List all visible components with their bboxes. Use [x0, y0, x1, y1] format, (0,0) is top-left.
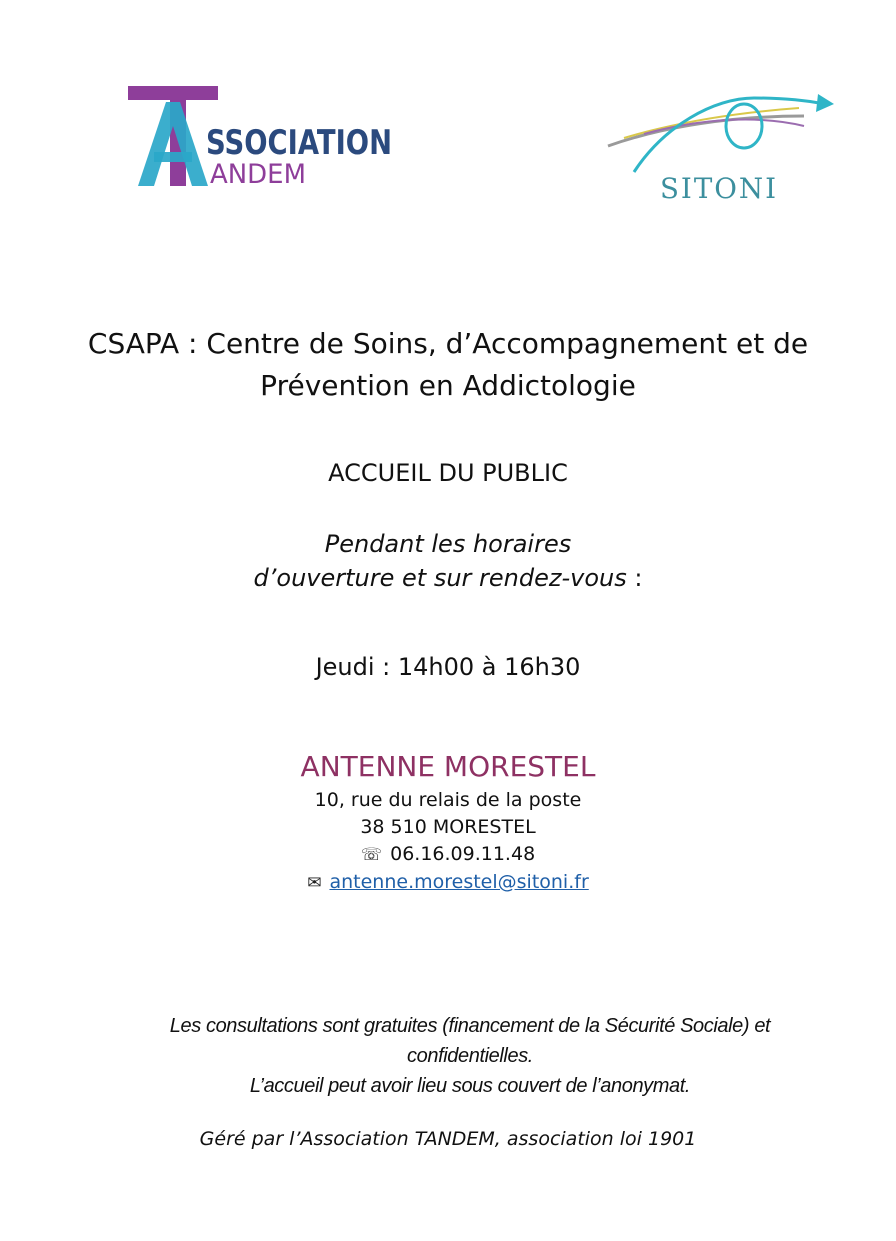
- phone-line: [0, 841, 896, 869]
- logo-text-andem: ANDEM: [210, 159, 306, 190]
- title-line-2: Prévention en Addictologie: [260, 369, 636, 402]
- email-line: [0, 869, 896, 897]
- logo-text-sitoni: SITONI: [660, 172, 778, 205]
- notice-line-2: confidentielles.: [407, 1045, 533, 1067]
- title-line-1: CSAPA : Centre de Soins, d’Accompagnement et de: [87, 327, 809, 360]
- email-icon: ✉: [307, 873, 322, 893]
- pendant-line-2-text: d’ouverture et sur rendez-vous: [253, 564, 627, 592]
- phone-icon: ☏: [360, 845, 383, 865]
- pendant-colon: :: [626, 564, 643, 592]
- logo-text-association: SSOCIATION: [206, 123, 392, 163]
- antenne-name: ANTENNE MORESTEL: [300, 750, 596, 783]
- notice-line-1: Les consultations sont gratuites (financement de la Sécurité Sociale) et: [169, 1015, 771, 1037]
- consultation-notice: [120, 1011, 820, 1101]
- logo-loop: [726, 104, 762, 148]
- opening-hours-intro: [0, 527, 896, 595]
- sitoni-logo: [604, 86, 836, 210]
- notice-line-3: L’accueil peut avoir lieu sous couvert de l’anonymat.: [249, 1075, 691, 1097]
- phone-number: 06.16.09.11.48: [390, 843, 536, 865]
- antenne-address: [0, 787, 896, 897]
- association-tandem-logo: [126, 82, 396, 192]
- logo-arrow-head: [816, 94, 834, 112]
- address-city: 38 510 MORESTEL: [360, 816, 536, 838]
- pendant-line-1: Pendant les horaires: [324, 530, 572, 558]
- opening-hours: Jeudi : 14h00 à 16h30: [315, 653, 581, 681]
- accueil-heading: ACCUEIL DU PUBLIC: [328, 459, 568, 487]
- pendant-line-2: [0, 561, 896, 595]
- address-street: 10, rue du relais de la poste: [314, 789, 582, 811]
- email-link[interactable]: antenne.morestel@sitoni.fr: [329, 871, 589, 893]
- managed-by-footer: Géré par l’Association TANDEM, association loi 1901: [199, 1128, 697, 1150]
- logo-a-bar: [154, 152, 192, 162]
- page-title: [0, 323, 896, 407]
